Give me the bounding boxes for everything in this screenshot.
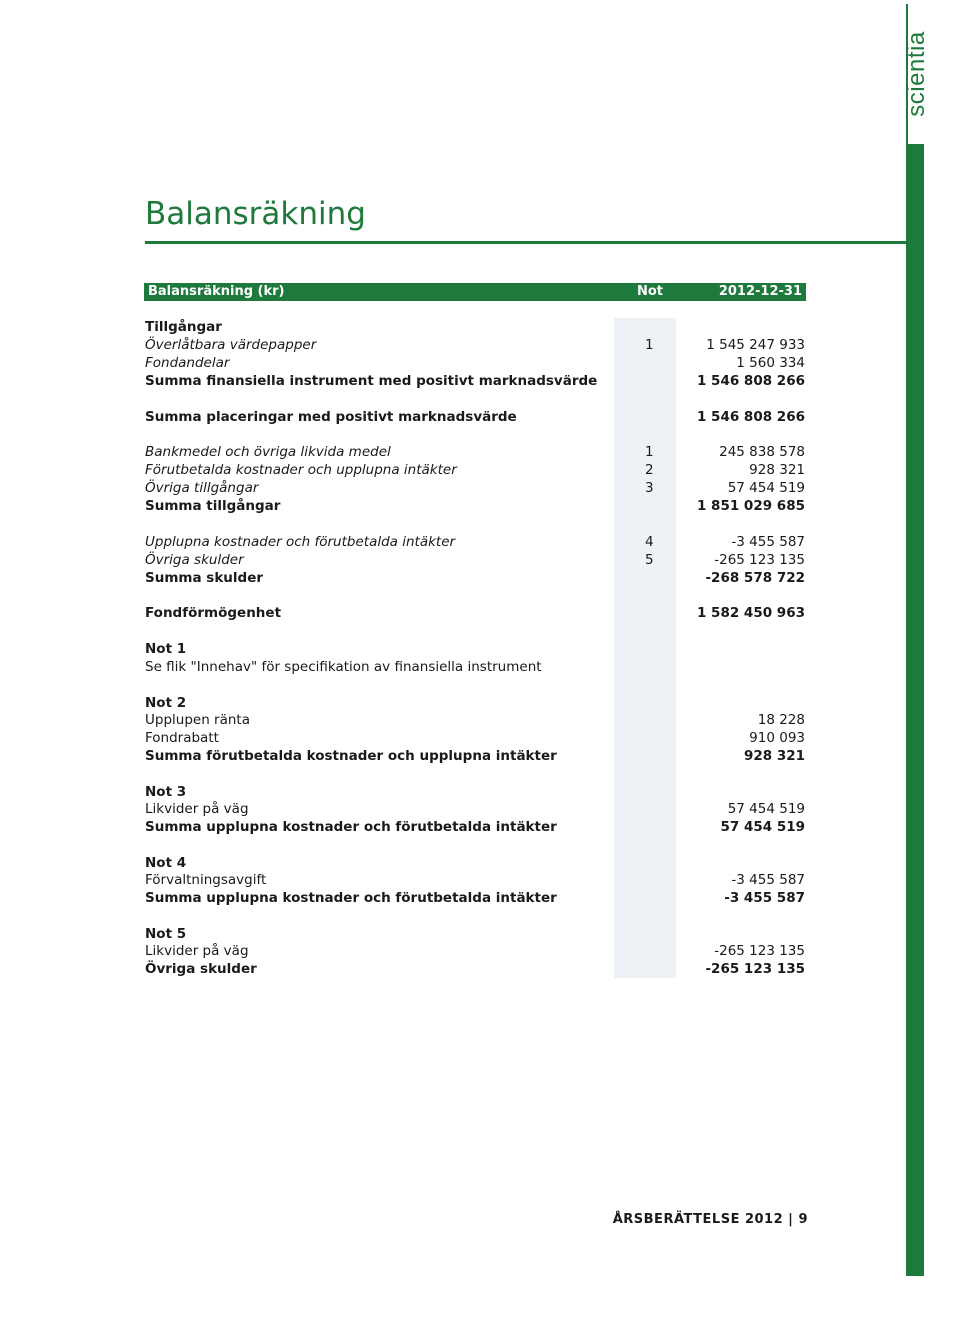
row-label: Fondförmögenhet [145, 605, 282, 621]
table-row [145, 355, 805, 373]
row-amount: 1 545 247 933 [706, 337, 805, 353]
table-row [145, 480, 805, 498]
row-amount: 1 546 808 266 [696, 373, 805, 389]
row-label: Summa upplupna kostnader och förutbetalda intäkter [145, 819, 557, 835]
subtotal-row [145, 819, 805, 837]
row-amount: 910 093 [749, 730, 805, 746]
subtotal-row [145, 409, 805, 427]
side-accent-bar [906, 4, 924, 1276]
table-header-date: 2012-12-31 [718, 284, 802, 299]
section-heading [145, 319, 805, 337]
subtotal-row [145, 890, 805, 908]
row-label: Tillgångar [145, 319, 222, 335]
subtotal-row [145, 570, 805, 588]
row-label: Likvider på väg [145, 943, 249, 959]
note-text [145, 659, 805, 677]
row-label: Summa tillgångar [145, 498, 281, 514]
row-amount: -265 123 135 [705, 961, 805, 977]
table-row [145, 534, 805, 552]
note-heading [145, 695, 805, 713]
row-note: 1 [645, 337, 654, 353]
row-label: Övriga skulder [145, 552, 244, 568]
table-row [145, 444, 805, 462]
row-amount: -3 455 587 [731, 534, 805, 550]
title-divider [145, 241, 910, 244]
row-label: Not 4 [145, 855, 187, 871]
row-label: Likvider på väg [145, 801, 249, 817]
table-header [144, 283, 806, 301]
note-heading [145, 641, 805, 659]
row-amount: -265 123 135 [714, 943, 805, 959]
row-note: 5 [645, 552, 654, 568]
row-amount: 57 454 519 [727, 480, 805, 496]
row-amount: 928 321 [743, 748, 805, 764]
page-title: Balansräkning [145, 196, 366, 232]
row-note: 4 [645, 534, 654, 550]
table-header-label: Balansräkning (kr) [148, 284, 285, 299]
row-amount: 57 454 519 [720, 819, 805, 835]
row-label: Not 5 [145, 926, 187, 942]
table-row [145, 337, 805, 355]
table-row [145, 552, 805, 570]
brand-text: scientia [903, 31, 930, 117]
table-header-not: Not [637, 284, 664, 299]
subtotal-row [145, 961, 805, 979]
row-label: Se flik "Innehav" för specifikation av finansiella instrument [145, 659, 542, 675]
subtotal-row [145, 498, 805, 516]
row-amount: 1 546 808 266 [696, 409, 805, 425]
row-amount: -3 455 587 [731, 872, 805, 888]
row-label: Fondrabatt [145, 730, 219, 746]
row-label: Summa upplupna kostnader och förutbetalda intäkter [145, 890, 557, 906]
row-amount: -268 578 722 [705, 570, 805, 586]
subtotal-row [145, 373, 805, 391]
table-row [145, 730, 805, 748]
subtotal-row [145, 748, 805, 766]
row-note: 2 [645, 462, 654, 478]
table-row [145, 712, 805, 730]
row-amount: 1 560 334 [736, 355, 805, 371]
brand-logo [903, 4, 930, 144]
row-amount: -3 455 587 [724, 890, 805, 906]
row-amount: 1 851 029 685 [696, 498, 805, 514]
page-footer: ÅRSBERÄTTELSE 2012 | 9 [612, 1212, 808, 1227]
row-label: Upplupen ränta [145, 712, 250, 728]
row-label: Bankmedel och övriga likvida medel [145, 444, 391, 460]
row-label: Fondandelar [145, 355, 230, 371]
table-row [145, 801, 805, 819]
row-note: 3 [645, 480, 654, 496]
table-row [145, 872, 805, 890]
total-row [145, 605, 805, 623]
note-heading [145, 926, 805, 944]
row-amount: 18 228 [757, 712, 805, 728]
note-heading [145, 784, 805, 802]
row-note: 1 [645, 444, 654, 460]
row-label: Summa placeringar med positivt marknadsvärde [145, 409, 517, 425]
row-label: Not 3 [145, 784, 187, 800]
row-label: Överlåtbara värdepapper [145, 337, 317, 353]
row-label: Summa finansiella instrument med positivt marknadsvärde [145, 373, 598, 389]
row-label: Summa förutbetalda kostnader och upplupna intäkter [145, 748, 557, 764]
table-row [145, 943, 805, 961]
row-label: Upplupna kostnader och förutbetalda intäkter [145, 534, 456, 550]
row-amount: 1 582 450 963 [696, 605, 805, 621]
row-amount: -265 123 135 [714, 552, 805, 568]
row-amount: 928 321 [749, 462, 805, 478]
row-label: Förutbetalda kostnader och upplupna intäkter [145, 462, 457, 478]
note-heading [145, 855, 805, 873]
row-amount: 245 838 578 [719, 444, 805, 460]
row-label: Övriga tillgångar [145, 480, 259, 496]
row-label: Övriga skulder [145, 961, 257, 977]
row-amount: 57 454 519 [727, 801, 805, 817]
table-row [145, 462, 805, 480]
row-label: Not 1 [145, 641, 187, 657]
row-label: Förvaltningsavgift [145, 872, 267, 888]
row-label: Summa skulder [145, 570, 264, 586]
row-label: Not 2 [145, 695, 187, 711]
